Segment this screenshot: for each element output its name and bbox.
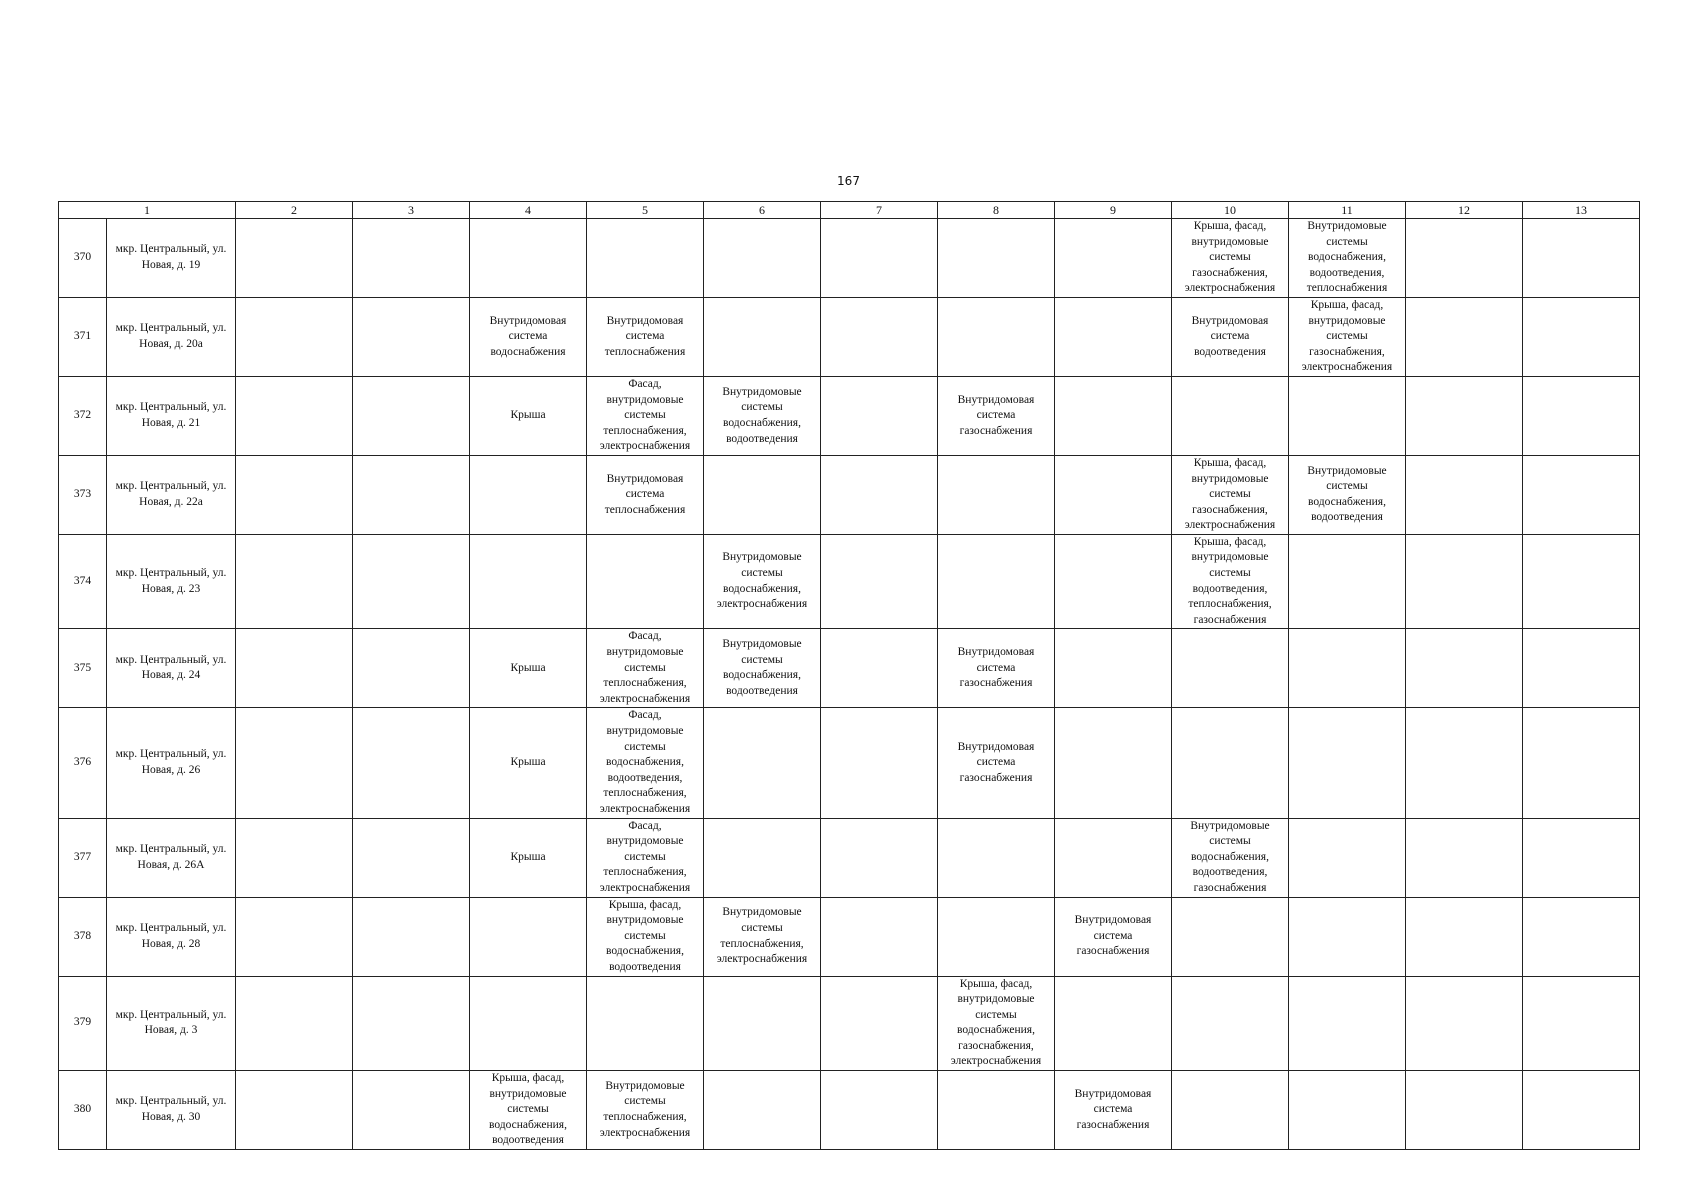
work-cell-6: Внутридомовые системы водоснабжения, водоотведения — [704, 629, 821, 708]
column-header: 3 — [353, 202, 470, 219]
work-cell-12 — [1406, 219, 1523, 298]
column-header: 6 — [704, 202, 821, 219]
work-cell-8: Внутридомовая система газоснабжения — [938, 629, 1055, 708]
work-cell-8: Внутридомовая система газоснабжения — [938, 376, 1055, 455]
row-number-cell: 375 — [59, 629, 107, 708]
row-number-cell: 374 — [59, 534, 107, 629]
work-cell-7 — [821, 297, 938, 376]
work-cell-7 — [821, 219, 938, 298]
work-cell-12 — [1406, 629, 1523, 708]
work-cell-12 — [1406, 1071, 1523, 1150]
work-cell-10 — [1172, 376, 1289, 455]
work-cell-10 — [1172, 708, 1289, 818]
work-cell-8 — [938, 1071, 1055, 1150]
work-cell-6: Внутридомовые системы теплоснабжения, электроснабжения — [704, 897, 821, 976]
address-cell: мкр. Центральный, ул. Новая, д. 3 — [107, 976, 236, 1071]
address-cell: мкр. Центральный, ул. Новая, д. 23 — [107, 534, 236, 629]
work-cell-5: Фасад, внутридомовые системы водоснабжения, водоотведения, теплоснабжения, электроснабжения — [587, 708, 704, 818]
work-cell-5: Внутридомовые системы теплоснабжения, электроснабжения — [587, 1071, 704, 1150]
work-cell-13 — [1523, 219, 1640, 298]
work-cell-13 — [1523, 455, 1640, 534]
work-cell-5: Крыша, фасад, внутридомовые системы водоснабжения, водоотведения — [587, 897, 704, 976]
address-cell: мкр. Центральный, ул. Новая, д. 30 — [107, 1071, 236, 1150]
work-cell-12 — [1406, 708, 1523, 818]
work-cell-8 — [938, 455, 1055, 534]
work-cell-2 — [236, 976, 353, 1071]
address-cell: мкр. Центральный, ул. Новая, д. 21 — [107, 376, 236, 455]
work-cell-13 — [1523, 376, 1640, 455]
work-cell-9 — [1055, 818, 1172, 897]
work-cell-2 — [236, 818, 353, 897]
work-cell-10: Крыша, фасад, внутридомовые системы водоотведения, теплоснабжения, газоснабжения — [1172, 534, 1289, 629]
work-cell-8: Внутридомовая система газоснабжения — [938, 708, 1055, 818]
work-cell-7 — [821, 976, 938, 1071]
work-cell-13 — [1523, 297, 1640, 376]
work-cell-4: Крыша — [470, 818, 587, 897]
table-row — [59, 629, 1640, 708]
work-cell-3 — [353, 818, 470, 897]
work-cell-12 — [1406, 297, 1523, 376]
work-cell-3 — [353, 976, 470, 1071]
work-cell-6 — [704, 455, 821, 534]
work-cell-4 — [470, 455, 587, 534]
work-cell-9 — [1055, 455, 1172, 534]
work-cell-6 — [704, 1071, 821, 1150]
work-cell-11: Крыша, фасад, внутридомовые системы газоснабжения, электроснабжения — [1289, 297, 1406, 376]
column-header: 12 — [1406, 202, 1523, 219]
work-cell-4 — [470, 534, 587, 629]
work-cell-3 — [353, 219, 470, 298]
work-cell-8 — [938, 219, 1055, 298]
work-cell-11: Внутридомовые системы водоснабжения, водоотведения — [1289, 455, 1406, 534]
work-cell-7 — [821, 818, 938, 897]
work-cell-9 — [1055, 219, 1172, 298]
work-cell-2 — [236, 1071, 353, 1150]
work-cell-10 — [1172, 1071, 1289, 1150]
table-row — [59, 219, 1640, 298]
work-cell-2 — [236, 897, 353, 976]
work-cell-6 — [704, 818, 821, 897]
work-cell-11 — [1289, 818, 1406, 897]
work-cell-13 — [1523, 534, 1640, 629]
column-header: 4 — [470, 202, 587, 219]
work-cell-7 — [821, 455, 938, 534]
work-cell-10: Внутридомовые системы водоснабжения, водоотведения, газоснабжения — [1172, 818, 1289, 897]
work-cell-10 — [1172, 897, 1289, 976]
address-cell: мкр. Центральный, ул. Новая, д. 20а — [107, 297, 236, 376]
work-cell-2 — [236, 708, 353, 818]
column-number-row — [59, 202, 1640, 219]
work-cell-2 — [236, 629, 353, 708]
work-cell-6: Внутридомовые системы водоснабжения, электроснабжения — [704, 534, 821, 629]
work-cell-12 — [1406, 534, 1523, 629]
work-cell-6 — [704, 708, 821, 818]
work-cell-6 — [704, 297, 821, 376]
work-cell-3 — [353, 1071, 470, 1150]
row-number-cell: 377 — [59, 818, 107, 897]
work-cell-4: Крыша, фасад, внутридомовые системы водоснабжения, водоотведения — [470, 1071, 587, 1150]
work-cell-9 — [1055, 376, 1172, 455]
table-row — [59, 1071, 1640, 1150]
work-cell-5: Внутридомовая система теплоснабжения — [587, 297, 704, 376]
column-header: 1 — [59, 202, 236, 219]
work-cell-5: Фасад, внутридомовые системы теплоснабжения, электроснабжения — [587, 376, 704, 455]
work-cell-13 — [1523, 897, 1640, 976]
address-cell: мкр. Центральный, ул. Новая, д. 26А — [107, 818, 236, 897]
row-number-cell: 371 — [59, 297, 107, 376]
table-row — [59, 976, 1640, 1071]
work-cell-8 — [938, 297, 1055, 376]
work-cell-3 — [353, 297, 470, 376]
work-cell-5: Фасад, внутридомовые системы теплоснабжения, электроснабжения — [587, 629, 704, 708]
work-cell-5: Фасад, внутридомовые системы теплоснабжения, электроснабжения — [587, 818, 704, 897]
column-header: 7 — [821, 202, 938, 219]
work-cell-8 — [938, 897, 1055, 976]
row-number-cell: 372 — [59, 376, 107, 455]
work-cell-9 — [1055, 708, 1172, 818]
table-row — [59, 818, 1640, 897]
work-cell-6 — [704, 976, 821, 1071]
row-number-cell: 379 — [59, 976, 107, 1071]
work-cell-12 — [1406, 976, 1523, 1071]
address-cell: мкр. Центральный, ул. Новая, д. 19 — [107, 219, 236, 298]
work-cell-3 — [353, 534, 470, 629]
work-cell-11 — [1289, 976, 1406, 1071]
work-cell-4: Крыша — [470, 708, 587, 818]
work-cell-10: Крыша, фасад, внутридомовые системы газоснабжения, электроснабжения — [1172, 219, 1289, 298]
work-cell-9: Внутридомовая система газоснабжения — [1055, 897, 1172, 976]
column-header: 11 — [1289, 202, 1406, 219]
work-cell-9 — [1055, 534, 1172, 629]
table-row — [59, 376, 1640, 455]
work-cell-7 — [821, 376, 938, 455]
work-cell-5 — [587, 219, 704, 298]
work-cell-3 — [353, 455, 470, 534]
repair-schedule-table — [58, 201, 1640, 1150]
column-header: 5 — [587, 202, 704, 219]
work-cell-2 — [236, 297, 353, 376]
work-cell-7 — [821, 708, 938, 818]
work-cell-11 — [1289, 897, 1406, 976]
work-cell-6: Внутридомовые системы водоснабжения, водоотведения — [704, 376, 821, 455]
work-cell-8 — [938, 534, 1055, 629]
work-cell-13 — [1523, 629, 1640, 708]
table-row — [59, 708, 1640, 818]
work-cell-10 — [1172, 976, 1289, 1071]
work-cell-9 — [1055, 629, 1172, 708]
table-row — [59, 297, 1640, 376]
table-row — [59, 897, 1640, 976]
work-cell-6 — [704, 219, 821, 298]
row-number-cell: 370 — [59, 219, 107, 298]
work-cell-7 — [821, 1071, 938, 1150]
work-cell-4: Крыша — [470, 376, 587, 455]
work-cell-9: Внутридомовая система газоснабжения — [1055, 1071, 1172, 1150]
work-cell-2 — [236, 219, 353, 298]
address-cell: мкр. Центральный, ул. Новая, д. 24 — [107, 629, 236, 708]
work-cell-2 — [236, 534, 353, 629]
work-cell-8 — [938, 818, 1055, 897]
work-cell-13 — [1523, 976, 1640, 1071]
work-cell-8: Крыша, фасад, внутридомовые системы водоснабжения, газоснабжения, электроснабжения — [938, 976, 1055, 1071]
row-number-cell: 376 — [59, 708, 107, 818]
work-cell-5: Внутридомовая система теплоснабжения — [587, 455, 704, 534]
table-row — [59, 455, 1640, 534]
column-header: 13 — [1523, 202, 1640, 219]
work-cell-7 — [821, 897, 938, 976]
work-cell-7 — [821, 534, 938, 629]
work-cell-12 — [1406, 897, 1523, 976]
row-number-cell: 378 — [59, 897, 107, 976]
work-cell-11 — [1289, 629, 1406, 708]
work-cell-4: Крыша — [470, 629, 587, 708]
page-number: 167 — [837, 174, 860, 188]
work-cell-3 — [353, 376, 470, 455]
work-cell-11 — [1289, 708, 1406, 818]
row-number-cell: 373 — [59, 455, 107, 534]
work-cell-13 — [1523, 818, 1640, 897]
column-header: 10 — [1172, 202, 1289, 219]
address-cell: мкр. Центральный, ул. Новая, д. 28 — [107, 897, 236, 976]
table-row — [59, 534, 1640, 629]
work-cell-4: Внутридомовая система водоснабжения — [470, 297, 587, 376]
address-cell: мкр. Центральный, ул. Новая, д. 26 — [107, 708, 236, 818]
work-cell-2 — [236, 376, 353, 455]
row-number-cell: 380 — [59, 1071, 107, 1150]
work-cell-10: Крыша, фасад, внутридомовые системы газоснабжения, электроснабжения — [1172, 455, 1289, 534]
work-cell-4 — [470, 976, 587, 1071]
address-cell: мкр. Центральный, ул. Новая, д. 22а — [107, 455, 236, 534]
work-cell-7 — [821, 629, 938, 708]
work-cell-5 — [587, 976, 704, 1071]
work-cell-9 — [1055, 976, 1172, 1071]
work-cell-9 — [1055, 297, 1172, 376]
work-cell-11 — [1289, 376, 1406, 455]
work-cell-12 — [1406, 376, 1523, 455]
work-cell-5 — [587, 534, 704, 629]
work-cell-2 — [236, 455, 353, 534]
work-cell-4 — [470, 219, 587, 298]
work-cell-11 — [1289, 534, 1406, 629]
work-cell-13 — [1523, 1071, 1640, 1150]
work-cell-3 — [353, 629, 470, 708]
work-cell-12 — [1406, 818, 1523, 897]
work-cell-11 — [1289, 1071, 1406, 1150]
work-cell-4 — [470, 897, 587, 976]
column-header: 8 — [938, 202, 1055, 219]
work-cell-12 — [1406, 455, 1523, 534]
work-cell-3 — [353, 708, 470, 818]
work-cell-10 — [1172, 629, 1289, 708]
work-cell-11: Внутридомовые системы водоснабжения, водоотведения, теплоснабжения — [1289, 219, 1406, 298]
work-cell-3 — [353, 897, 470, 976]
work-cell-10: Внутридомовая система водоотведения — [1172, 297, 1289, 376]
work-cell-13 — [1523, 708, 1640, 818]
column-header: 2 — [236, 202, 353, 219]
column-header: 9 — [1055, 202, 1172, 219]
